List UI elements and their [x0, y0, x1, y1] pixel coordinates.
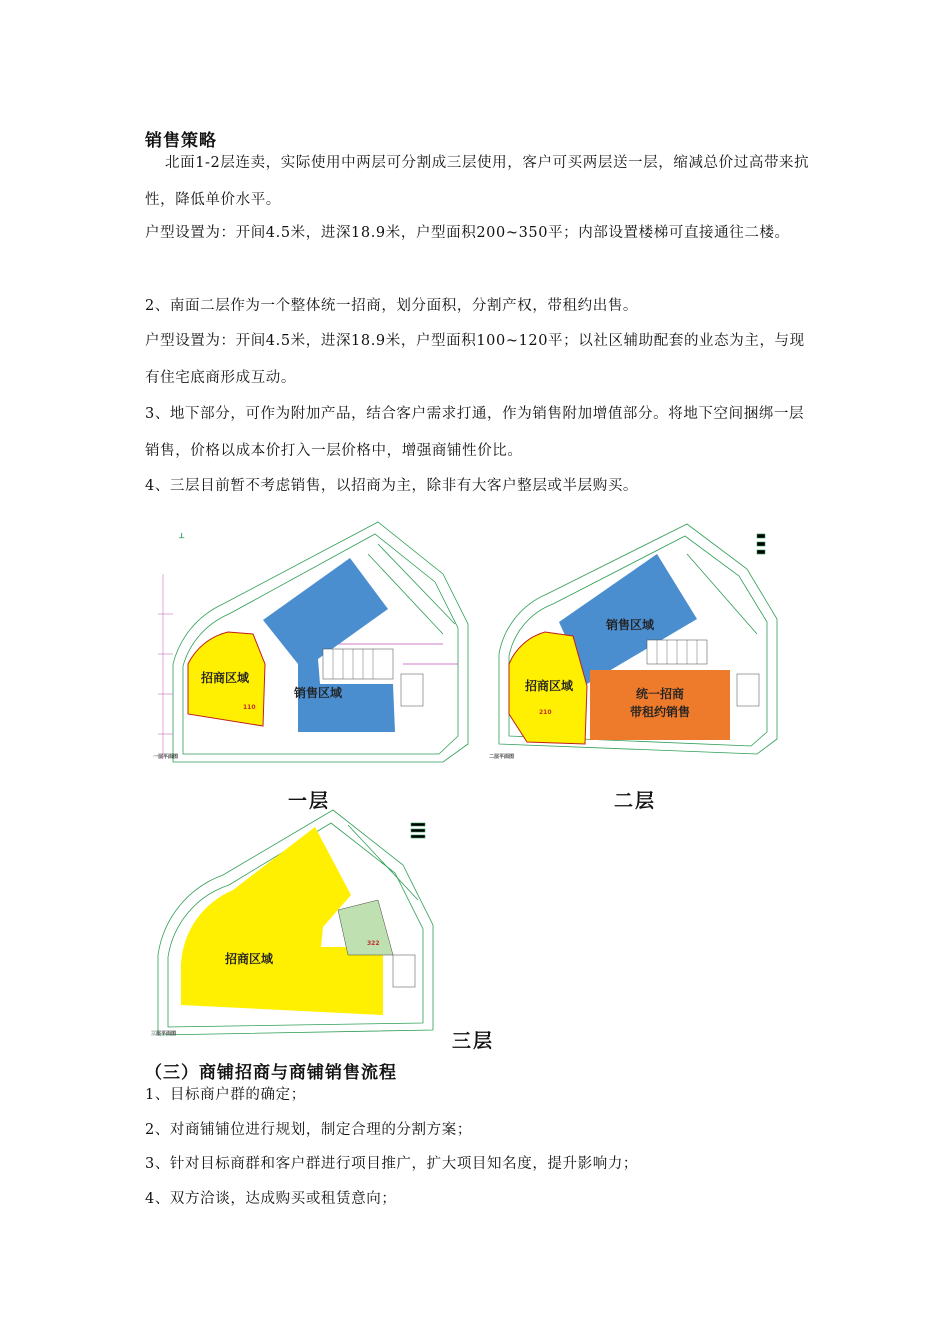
process-step: 1、目标商户群的确定；	[145, 1087, 306, 1103]
floor1-zone-sale-label: 销售区域	[293, 686, 343, 700]
floor2-plan-image	[487, 514, 817, 764]
svg-text:⟂: ⟂	[179, 531, 185, 540]
paragraph-south-unit-setting: 户型设置为：开间4.5米，进深18.9米，户型面积100~120平；以社区辅助配套的业态为主，与现有住宅底商形成互动。	[145, 333, 805, 386]
paragraph-basement: 3、地下部分，可作为附加产品，结合客户需求打通，作为销售附加增值部分。将地下空间捆绑一层销售，价格以成本价打入一层价格中，增强商铺性价比。	[145, 406, 805, 459]
process-step: 4、双方洽谈，达成购买或租赁意向；	[145, 1190, 397, 1207]
section-title-process: （三）商铺招商与商铺销售流程	[145, 1063, 397, 1083]
paragraph-third-floor: 4、三层目前暂不考虑销售，以招商为主，除非有大客户整层或半层购买。	[145, 478, 639, 494]
floor2-zone-unified-line1: 统一招商	[635, 687, 685, 701]
process-step: 3、针对目标商群和客户群进行项目推广，扩大项目知名度，提升影响力；	[145, 1156, 639, 1172]
paragraph-north-unit-setting: 户型设置为：开间4.5米，进深18.9米，户型面积200~350平；内部设置楼梯可直接通往二楼。	[145, 225, 790, 241]
caption-floor3: 三层	[452, 1030, 495, 1052]
section-title-sales-strategy: 销售策略	[145, 131, 217, 151]
process-step: 2、对商铺铺位进行规划，制定合理的分割方案；	[145, 1121, 472, 1138]
floor2-zone-sale-label: 销售区域	[605, 618, 655, 632]
floor1-zone-invest-label: 招商区域	[200, 671, 250, 685]
process-steps-list	[145, 1078, 638, 1216]
floor3-drawing-title: 三层平面图	[151, 1031, 177, 1037]
floor2-zone-unified-line2: 带租约销售	[629, 705, 691, 719]
paragraph-south-second-floor: 2、南面二层作为一个整体统一招商，划分面积，分割产权，带租约出售。	[145, 298, 639, 314]
floor3-plan-image	[143, 805, 458, 1040]
floor1-room-number: 110	[243, 704, 256, 711]
floor2-room-number: 210	[539, 709, 552, 716]
floor3-room-number: 322	[367, 940, 380, 947]
floor3-zone-invest-label: 招商区域	[224, 952, 274, 966]
floor1-plan-image	[143, 514, 475, 764]
floor2-drawing-title: 二层平面图	[489, 754, 515, 760]
floor1-drawing-title: 一层平面图	[153, 754, 179, 760]
paragraph-north-floors: 北面1-2层连卖，实际使用中两层可分割成三层使用，客户可买两层送一层，缩减总价过高带来抗性，降低单价水平。	[145, 155, 810, 208]
caption-floor1: 一层	[288, 790, 331, 812]
floor2-zone-invest-label: 招商区域	[524, 679, 574, 693]
caption-floor2: 二层	[614, 790, 657, 812]
